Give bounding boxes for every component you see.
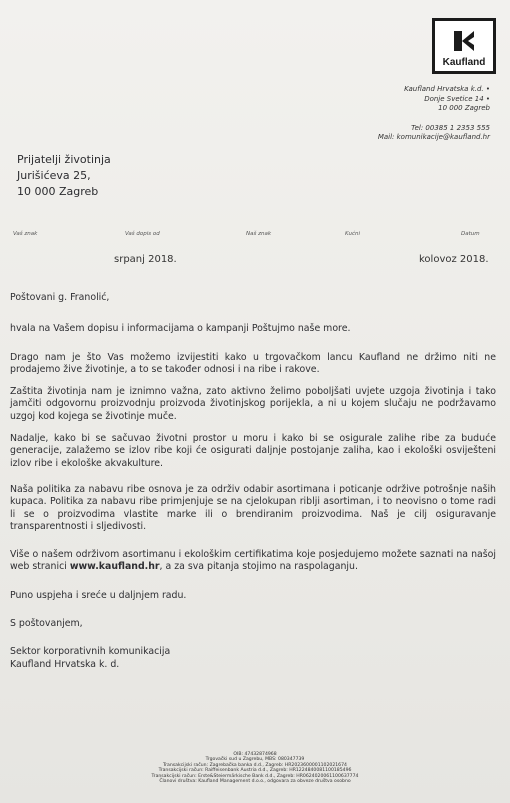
sender-company: Kaufland Hrvatska k.d. •: [404, 85, 490, 93]
sender-city: 10 000 Zagreb: [438, 104, 490, 112]
letter-body: [10, 292, 496, 671]
paragraph-no-live-animals: Drago nam je što Vas možemo izvijestiti kako u trgovačkom lancu Kaufland ne držimo niti ne prodajemo žive životinje, a to se također odnosi i na ribe i rakove.: [10, 351, 496, 375]
regards: S poštovanjem,: [10, 618, 83, 630]
website-text-before: Više o našem održivom asortimanu i ekološkim certifikatima koje posjedujemo možete saznati na našoj web stranici: [10, 549, 496, 573]
sender-mail: Mail: komunikacije@kaufland.hr: [377, 133, 490, 141]
recipient-city: 10 000 Zagreb: [17, 185, 99, 198]
ref-label-nas-znak: Naš znak: [246, 231, 272, 237]
signature-company: Kaufland Hrvatska k. d.: [10, 658, 120, 670]
website-text-after: , a za sva pitanja stojimo na raspolaganju.: [159, 561, 358, 573]
footer-oib: OIB: 47432874968: [233, 752, 277, 757]
ref-value-date: kolovoz 2018.: [419, 254, 489, 265]
sender-address: [378, 85, 490, 143]
recipient-address: [17, 152, 111, 200]
footer-account-erste: Transakcijski račun: Erste&Steiermärkische Bank d.d., Zagreb: HR0624020061100637774: [151, 773, 359, 779]
signature-department: Sektor korporativnih komunikacija: [10, 646, 171, 658]
closing-wish: Puno uspjeha i sreće u daljnjem radu.: [10, 589, 187, 601]
ref-label-vas-dopis: Vaš dopis od: [125, 231, 160, 237]
paragraph-animal-protection: Zaštita životinja nam je iznimno važna, zato aktivno želimo poboljšati uvjete uzgoja životinja i tako jamčiti odgovornu proizvodnju proizvoda životinjskog porijekla, a ni u kojem slučaju ne podržavamo uzgoj kod kojega se životinje muče.: [10, 386, 496, 422]
salutation: Poštovani g. Franolić,: [10, 292, 110, 303]
footer-members: Članovi društva: Kaufland Management d.o.o., odgovara za obveze društva osobno: [159, 779, 351, 785]
ref-label-datum: Datum: [461, 231, 480, 237]
recipient-street: Jurišićeva 25,: [17, 169, 91, 182]
legal-footer: [120, 752, 390, 784]
recipient-name: Prijatelji životinja: [17, 153, 111, 166]
kaufland-k-icon: [450, 27, 478, 55]
paragraph-thanks: hvala na Vašem dopisu i informacijama o kampanji Poštujmo naše more.: [10, 323, 351, 335]
footer-court: Trgovački sud u Zagrebu, MBS: 080347739: [205, 757, 305, 763]
sender-street: Donje Svetice 14 •: [424, 94, 490, 103]
website-link[interactable]: www.kaufland.hr: [69, 561, 160, 573]
footer-account-raiffeisen: Transakcijski račun: Raiffeisenbank Austria d.d., Zagreb: HR1224840081100185496: [158, 768, 352, 774]
logo-brand-text: Kaufland: [442, 57, 486, 68]
footer-account-zaba: Transakcijski račun: Zagrebačka banka d.d., Zagreb: HR2023600001102021674: [163, 762, 347, 768]
paragraph-fish-policy: Naša politika za nabavu ribe osnova je za održiv odabir asortimana i poticanje održive potrošnje naših kupaca. Politika za nabavu ribe primjenjuje se na cjelokupan riblji asortiman, i to neovisno o tome radi li se o proizvodima vlastite marke ili o brendiranim proizvodima. Naš je cilj osiguravanje transparentnosti i sljedivosti.: [10, 483, 496, 532]
paragraph-sustainable-fishing: Nadalje, kako bi se sačuvao životni prostor u moru i kako bi se osigurale zalihe ribe za buduće generacije, zalažemo se izlov ribe koji će osigurati daljnje postojanje zaliha, kao i ekološki osviješteni izlov ribe i ekološke akvakulture.: [10, 433, 496, 469]
paragraph-website: [10, 549, 496, 574]
sender-tel: Tel: 00385 1 2353 555: [411, 123, 490, 132]
ref-label-kucni: Kućni: [345, 231, 360, 237]
ref-label-vas-znak: Vaš znak: [13, 231, 38, 237]
kaufland-logo: [432, 18, 496, 74]
ref-value-dopis-date: srpanj 2018.: [114, 254, 177, 265]
